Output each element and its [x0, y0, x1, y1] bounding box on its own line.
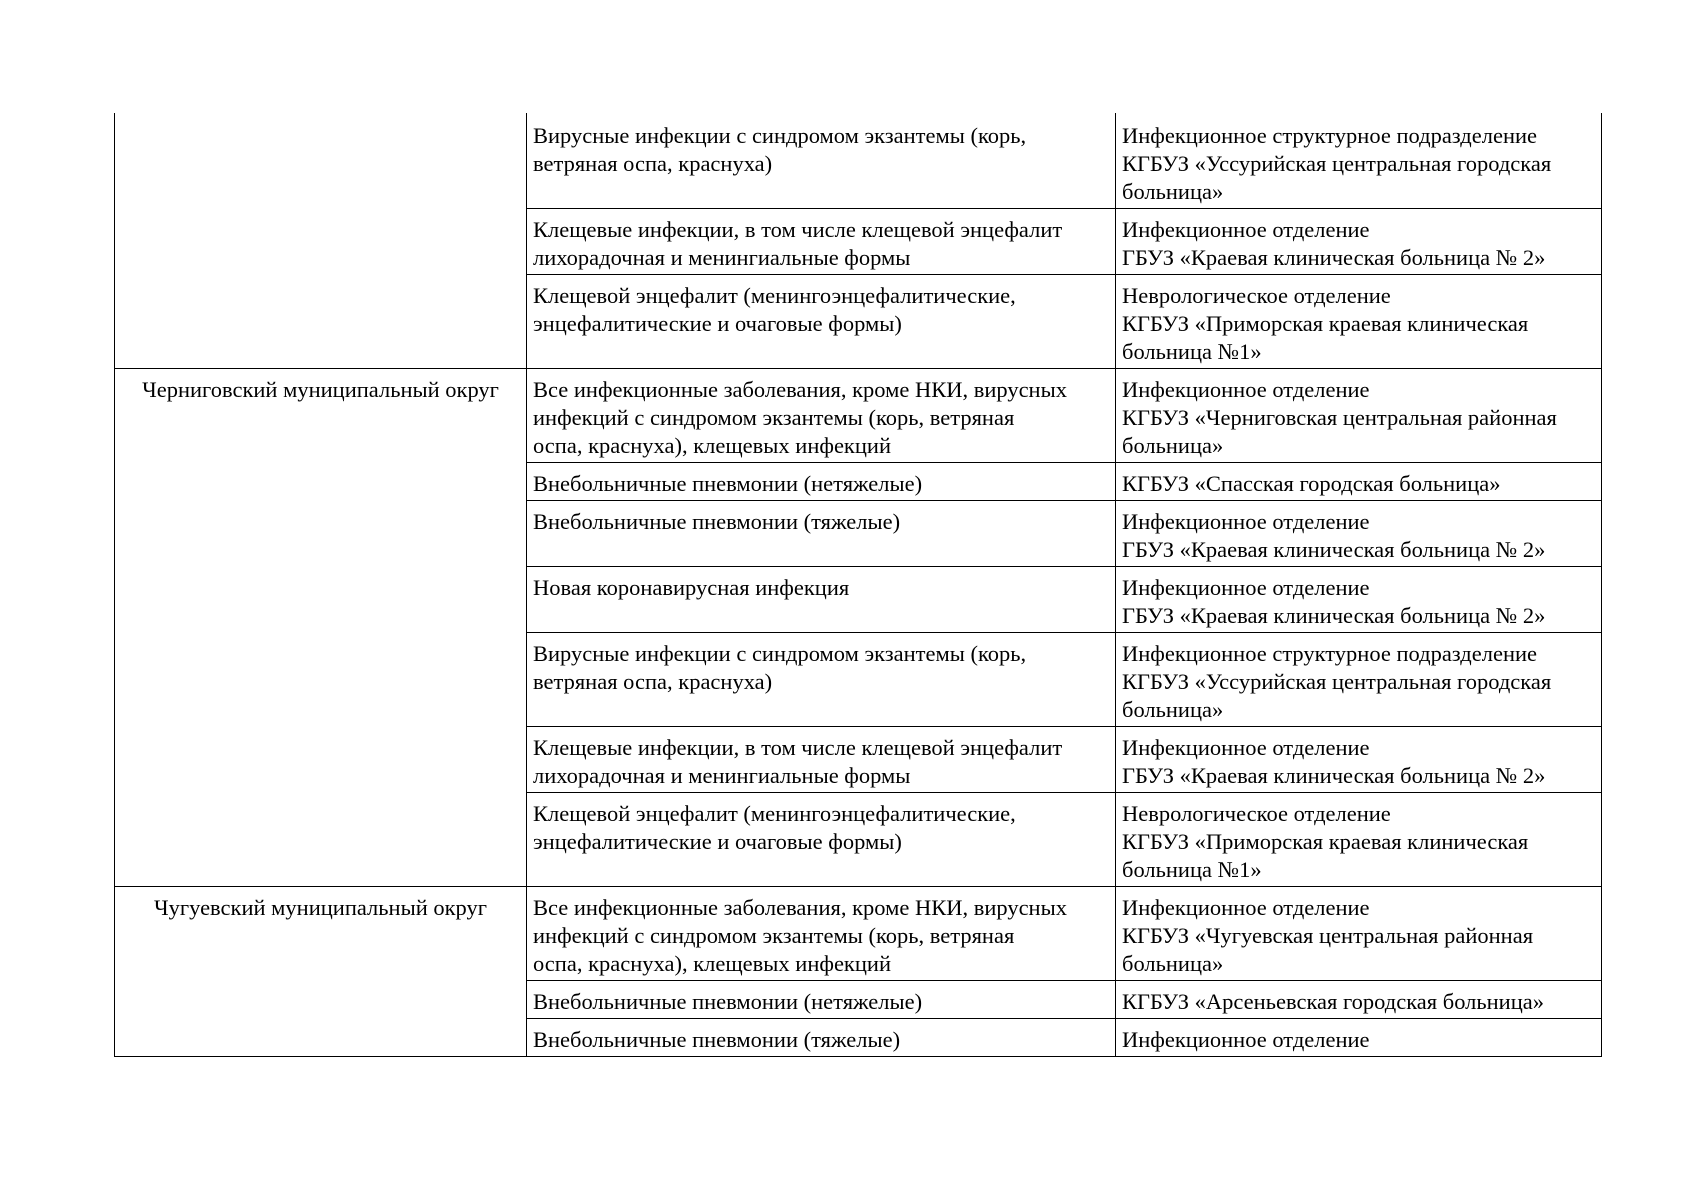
disease-text-line: Клещевой энцефалит (менингоэнцефалитические,: [533, 283, 1016, 308]
facility-cell: [1116, 567, 1602, 633]
district-cell: [115, 369, 527, 887]
disease-text-line: Вирусные инфекции с синдромом экзантемы (корь,: [533, 641, 1027, 666]
facility-text-line: Инфекционное структурное подразделение: [1122, 641, 1538, 666]
facility-cell: [1116, 981, 1602, 1019]
disease-text-line: ветряная оспа, краснуха): [533, 151, 773, 176]
facility-text-line: ГБУЗ «Краевая клиническая больница № 2»: [1122, 245, 1546, 270]
table-row: [115, 887, 1602, 981]
disease-text-line: Клещевые инфекции, в том числе клещевой энцефалит: [533, 735, 1063, 760]
facility-text-line: больница»: [1122, 433, 1224, 458]
disease-text-line: Внебольничные пневмонии (нетяжелые): [533, 989, 923, 1014]
facility-text-line: Инфекционное отделение: [1122, 377, 1370, 402]
district-cell: [115, 113, 527, 369]
disease-text-line: Вирусные инфекции с синдромом экзантемы (корь,: [533, 123, 1027, 148]
disease-text-line: оспа, краснуха), клещевых инфекций: [533, 951, 891, 976]
facility-text-line: КГБУЗ «Приморская краевая клиническая: [1122, 311, 1529, 336]
facility-cell: [1116, 887, 1602, 981]
district-cell: [115, 887, 527, 1057]
facility-cell: [1116, 793, 1602, 887]
facility-text-line: Инфекционное отделение: [1122, 217, 1370, 242]
facility-text-line: ГБУЗ «Краевая клиническая больница № 2»: [1122, 763, 1546, 788]
table-row: [115, 369, 1602, 463]
facility-text-line: Инфекционное отделение: [1122, 509, 1370, 534]
disease-cell: [527, 633, 1116, 727]
disease-text-line: энцефалитические и очаговые формы): [533, 829, 902, 854]
facility-text-line: Инфекционное структурное подразделение: [1122, 123, 1538, 148]
disease-text-line: Клещевой энцефалит (менингоэнцефалитические,: [533, 801, 1016, 826]
facility-text-line: ГБУЗ «Краевая клиническая больница № 2»: [1122, 537, 1546, 562]
facility-cell: [1116, 113, 1602, 209]
facility-text-line: Неврологическое отделение: [1122, 283, 1391, 308]
facility-text-line: КГБУЗ «Арсеньевская городская больница»: [1122, 989, 1544, 1014]
disease-cell: [527, 369, 1116, 463]
disease-cell: [527, 981, 1116, 1019]
facility-text-line: больница»: [1122, 951, 1224, 976]
district-name: Чугуевский муниципальный округ: [154, 895, 487, 920]
disease-text-line: лихорадочная и менингиальные формы: [533, 763, 911, 788]
disease-cell: [527, 1019, 1116, 1057]
hospital-routing-table: [114, 113, 1602, 1057]
disease-text-line: инфекций с синдромом экзантемы (корь, ветряная: [533, 405, 1015, 430]
district-name: Черниговский муниципальный округ: [142, 377, 499, 402]
facility-text-line: КГБУЗ «Уссурийская центральная городская: [1122, 151, 1552, 176]
disease-text-line: Внебольничные пневмонии (тяжелые): [533, 509, 901, 534]
facility-text-line: больница №1»: [1122, 857, 1262, 882]
disease-text-line: энцефалитические и очаговые формы): [533, 311, 902, 336]
disease-text-line: лихорадочная и менингиальные формы: [533, 245, 911, 270]
disease-cell: [527, 567, 1116, 633]
facility-cell: [1116, 501, 1602, 567]
facility-text-line: КГБУЗ «Спасская городская больница»: [1122, 471, 1501, 496]
facility-cell: [1116, 1019, 1602, 1057]
disease-cell: [527, 793, 1116, 887]
facility-cell: [1116, 369, 1602, 463]
facility-text-line: Инфекционное отделение: [1122, 735, 1370, 760]
facility-text-line: КГБУЗ «Уссурийская центральная городская: [1122, 669, 1552, 694]
facility-text-line: Неврологическое отделение: [1122, 801, 1391, 826]
facility-text-line: Инфекционное отделение: [1122, 895, 1370, 920]
disease-cell: [527, 887, 1116, 981]
disease-text-line: Клещевые инфекции, в том числе клещевой энцефалит: [533, 217, 1063, 242]
disease-cell: [527, 113, 1116, 209]
disease-cell: [527, 209, 1116, 275]
facility-text-line: КГБУЗ «Чугуевская центральная районная: [1122, 923, 1534, 948]
disease-text-line: оспа, краснуха), клещевых инфекций: [533, 433, 891, 458]
disease-cell: [527, 275, 1116, 369]
facility-text-line: КГБУЗ «Приморская краевая клиническая: [1122, 829, 1529, 854]
disease-cell: [527, 463, 1116, 501]
facility-cell: [1116, 209, 1602, 275]
disease-text-line: инфекций с синдромом экзантемы (корь, ветряная: [533, 923, 1015, 948]
table-row: [115, 113, 1602, 209]
disease-cell: [527, 727, 1116, 793]
facility-text-line: КГБУЗ «Черниговская центральная районная: [1122, 405, 1557, 430]
facility-cell: [1116, 275, 1602, 369]
disease-text-line: Внебольничные пневмонии (тяжелые): [533, 1027, 901, 1052]
table-body: [115, 113, 1602, 1057]
facility-text-line: ГБУЗ «Краевая клиническая больница № 2»: [1122, 603, 1546, 628]
disease-text-line: Новая коронавирусная инфекция: [533, 575, 850, 600]
facility-cell: [1116, 633, 1602, 727]
facility-text-line: Инфекционное отделение: [1122, 575, 1370, 600]
disease-text-line: Все инфекционные заболевания, кроме НКИ, вирусных: [533, 895, 1067, 920]
facility-text-line: Инфекционное отделение: [1122, 1027, 1370, 1052]
facility-text-line: больница»: [1122, 179, 1224, 204]
disease-text-line: Все инфекционные заболевания, кроме НКИ, вирусных: [533, 377, 1067, 402]
disease-text-line: Внебольничные пневмонии (нетяжелые): [533, 471, 923, 496]
facility-text-line: больница №1»: [1122, 339, 1262, 364]
facility-cell: [1116, 727, 1602, 793]
facility-cell: [1116, 463, 1602, 501]
disease-text-line: ветряная оспа, краснуха): [533, 669, 773, 694]
disease-cell: [527, 501, 1116, 567]
facility-text-line: больница»: [1122, 697, 1224, 722]
